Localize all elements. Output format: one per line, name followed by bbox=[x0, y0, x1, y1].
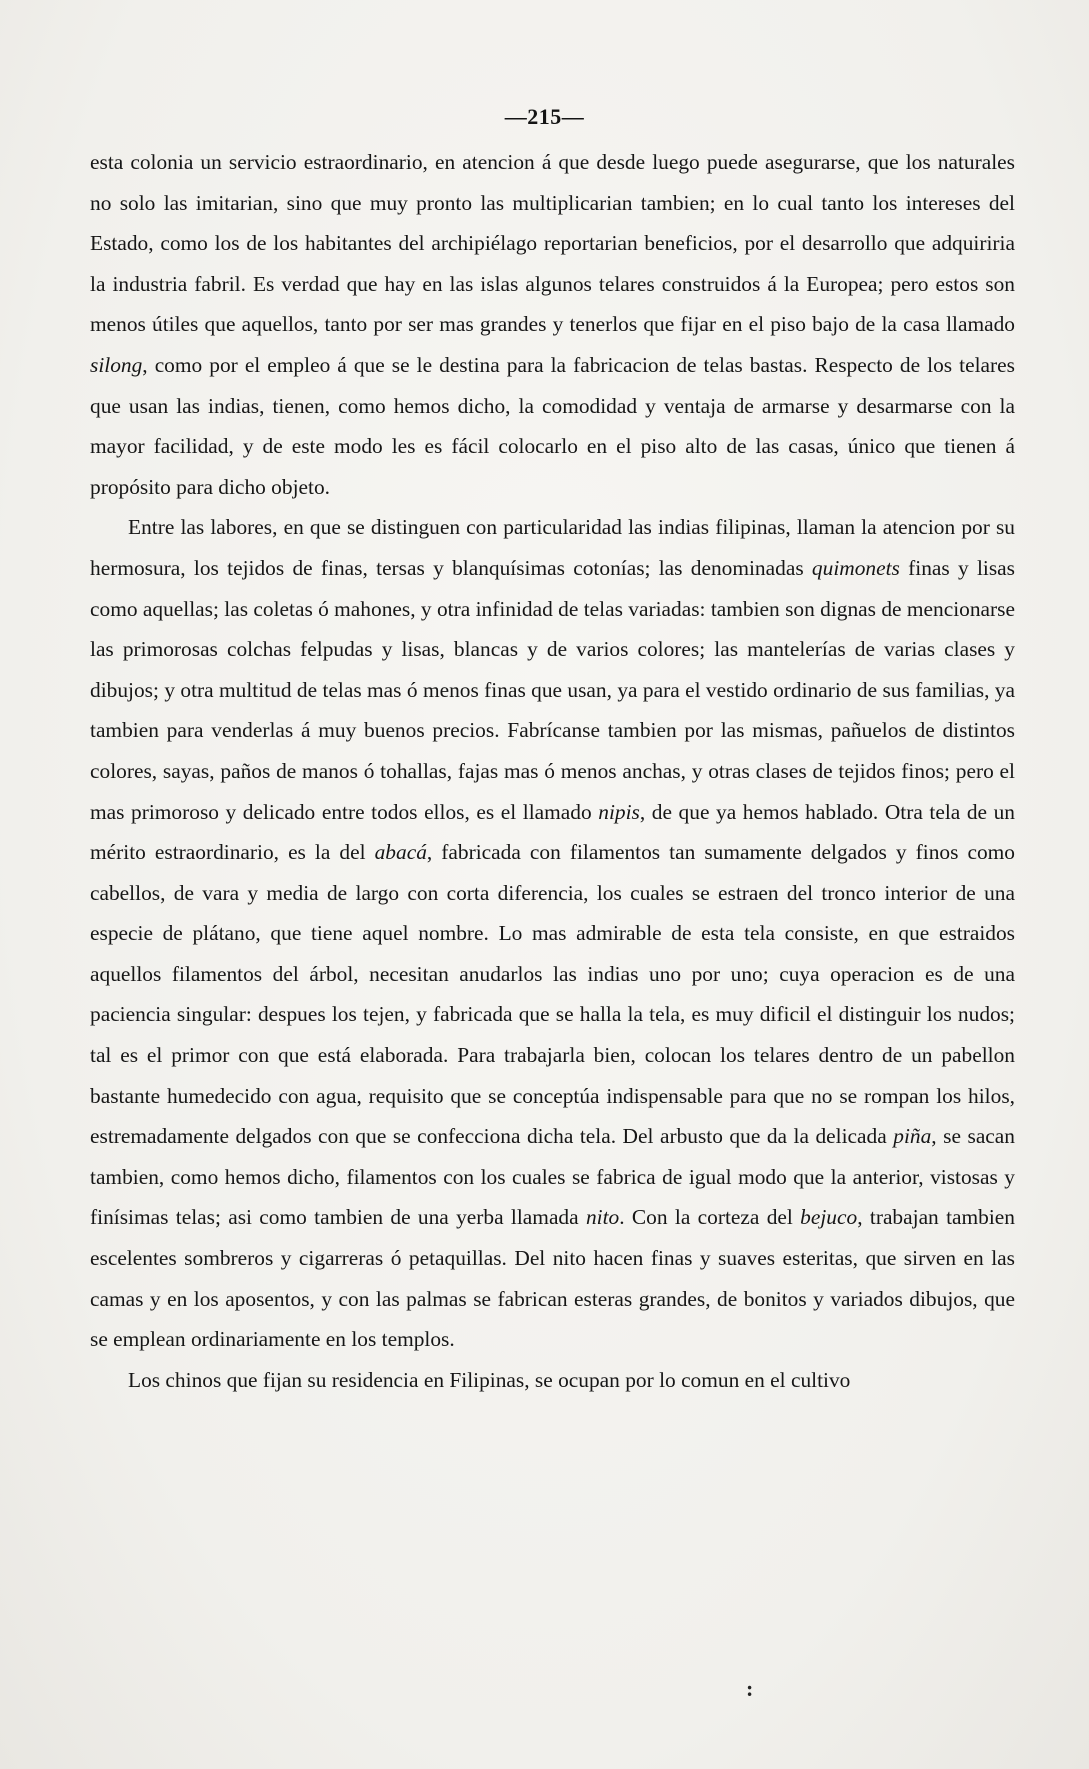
italic-term: nipis bbox=[598, 799, 640, 824]
paragraph bbox=[90, 142, 1015, 507]
text-run: Los chinos que fijan su residencia en Filipinas, se ocupan por lo comun en el cultivo bbox=[128, 1367, 851, 1392]
text-run: , fabricada con filamentos tan sumamente delgados y finos como cabellos, de vara y media de largo con corta diferencia, los cuales se estraen del tronco interior de una especie de plátano, que tiene aquel nombre. Lo mas admirable de esta tela consiste, en que estraidos aquellos filamentos del árbol, necesitan anudarlos las indias uno por uno; cuya operacion es de una paciencia singular: despues los tejen, y fabricada que se halla la tela, es muy dificil el distinguir los nudos; tal es el primor con que está elaborada. Para trabajarla bien, colocan los telares dentro de un pabellon bastante humedecido con agua, requisito que se conceptúa indispensable para que no se rompan los hilos, estremadamente delgados con que se confecciona dicha tela. Del arbusto que da la delicada bbox=[90, 840, 1015, 1149]
text-run: , se sacan tambien, como hemos dicho, filamentos con los cuales se fabrica de igual modo que la anterior, vistosas y finísimas telas; asi como tambien de una yerba llamada bbox=[90, 1124, 1015, 1230]
italic-term: piña bbox=[893, 1124, 932, 1149]
text-run: , trabajan tambien escelentes sombreros y cigarreras ó petaquillas. Del nito hacen finas y suaves esteritas, que sirven en las camas y en los aposentos, y con las palmas se fabrican esteras grandes, de bonitos y variados dibujos, que se emplean ordinariamente en los templos. bbox=[90, 1205, 1015, 1352]
page-number: —215— bbox=[504, 104, 585, 129]
text-run: finas y lisas como aquellas; las coletas ó mahones, y otra infinidad de telas variadas: tambien son dignas de mencionarse las primorosas colchas felpudas y lisas, blancas y de varios colores; las mantelerías de varias clases y dibujos; y otra multitud de telas mas ó menos finas que usan, ya para el vestido ordinario de sus familias, ya tambien para venderlas á muy buenos precios. Fabrícanse tambien por las mismas, pañuelos de distintos colores, sayas, paños de manos ó tohallas, fajas mas ó menos anchas, y otras clases de tejidos finos; pero el mas primoroso y delicado entre todos ellos, es el llamado bbox=[90, 555, 1015, 824]
italic-term: abacá bbox=[374, 840, 427, 865]
paragraph bbox=[90, 507, 1015, 1359]
italic-term: nito bbox=[585, 1205, 620, 1230]
paragraph bbox=[90, 1360, 1015, 1401]
italic-term: quimonets bbox=[811, 555, 900, 580]
italic-term: bejuco bbox=[800, 1205, 858, 1230]
text-run: , como por el empleo á que se le destina para la fabricacion de telas bastas. Respecto de los telares que usan las indias, tienen, como hemos dicho, la comodidad y ventaja de armarse y desarmarse con la mayor facilidad, y de este modo les es fácil colocarlo en el piso alto de las casas, único que tienen á propósito para dicho objeto. bbox=[90, 352, 1015, 499]
catchword-mark: : bbox=[746, 1676, 754, 1701]
text-run: Entre las labores, en que se distinguen con particularidad las indias filipinas, llaman la atencion por su hermosura, los tejidos de finas, tersas y blanquísimas cotonías; las denominadas bbox=[90, 515, 1015, 580]
text-run: , de que ya hemos hablado. Otra tela de un mérito estraordinario, es la del bbox=[90, 799, 1015, 865]
body-text bbox=[90, 142, 1015, 1400]
italic-term: silong bbox=[90, 352, 143, 377]
text-run: . Con la corteza del bbox=[619, 1205, 801, 1230]
text-run: esta colonia un servicio estraordinario, en atencion á que desde luego puede asegurarse, que los naturales no solo las imitarian, sino que muy pronto las multiplicarian tambien; en lo cual tanto los intereses del Estado, como los de los habitantes del archipiélago reportarian beneficios, por el desarrollo que adquiriria la industria fabril. Es verdad que hay en las islas algunos telares construidos á la Europea; pero estos son menos útiles que aquellos, tanto por ser mas grandes y tenerlos que fijar en el piso bajo de la casa llamado bbox=[90, 150, 1015, 337]
